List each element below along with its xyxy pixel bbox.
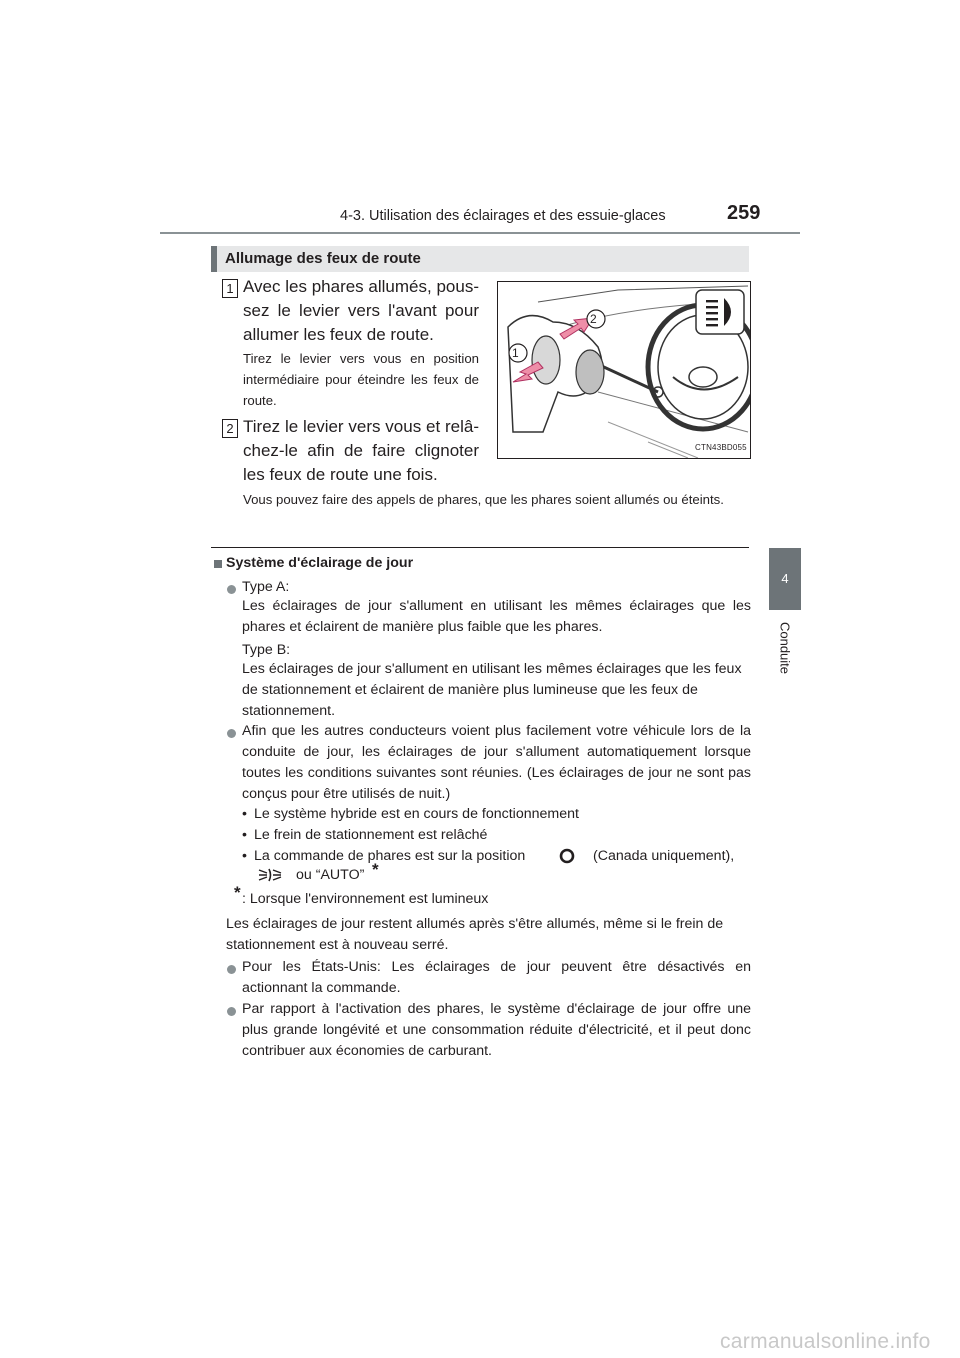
section-accent	[211, 246, 217, 272]
step-2-text: Tirez le levier vers vous et relâ-chez-le afin de faire clignoter les feux de route une fois.	[243, 417, 479, 484]
chapter-tab: 4	[769, 548, 801, 610]
typeB-text: Les éclairages de jour s'allument en utilisant les mêmes éclairages que les feux de stationnement et éclairent de manière plus lumineuse que les feux de stationnement.	[242, 661, 742, 719]
lever-illustration-drawing	[498, 282, 750, 458]
us-deactivation-note: Pour les États-Unis: Les éclairages de jour peuvent être désactivés en actionnant la commande.	[242, 959, 751, 996]
condition-bullet: •	[242, 806, 247, 822]
section-header-title: 4-3. Utilisation des éclairages et des essuie-glaces	[340, 208, 666, 224]
parking-lights-icon	[556, 846, 578, 866]
section-title: Allumage des feux de route	[225, 250, 421, 267]
footnote-star: *	[372, 860, 379, 879]
footnote-text: : Lorsque l'environnement est lumineux	[242, 891, 489, 907]
footnote-star-2: *	[234, 883, 241, 902]
step-number-2: 2	[222, 419, 238, 438]
watermark: carmanualsonline.info	[720, 1330, 931, 1353]
step-2-note: Vous pouvez faire des appels de phares, que les phares soient allumés ou éteints.	[243, 492, 724, 507]
condition-3-part1: La commande de phares est sur la position	[254, 848, 526, 864]
headlight-icon	[256, 866, 284, 884]
header-rule	[160, 232, 800, 234]
callout-1: 1	[512, 346, 519, 360]
bullet-dot	[227, 965, 236, 974]
bullet-dot	[227, 1007, 236, 1016]
drl-heading: Système d'éclairage de jour	[226, 555, 414, 571]
condition-3-part2: (Canada uniquement),	[593, 848, 735, 864]
section-divider	[211, 547, 749, 548]
illustration-code: CTN43BD055	[695, 443, 747, 452]
chapter-label	[770, 618, 800, 678]
step-number-1: 1	[222, 279, 238, 298]
condition-2: Le frein de stationnement est relâché	[254, 827, 488, 843]
drl-benefits-note: Par rapport à l'activation des phares, le système d'éclairage de jour offre une plus grande longévité et une consommation réduite d'électricité, et il peut donc contribuer aux économies de carburant.	[242, 1001, 751, 1059]
drl-paragraph: Les éclairages de jour restent allumés après s'être allumés, même si le frein de stationnement est à nouveau serré.	[226, 916, 724, 953]
subhead-square	[214, 560, 222, 568]
condition-1: Le système hybride est en cours de fonctionnement	[254, 806, 579, 822]
typeB-label: Type B:	[242, 642, 291, 658]
typeA-text: Les éclairages de jour s'allument en utilisant les mêmes éclairages que les phares et éclairent de manière plus faible que les phares.	[242, 598, 751, 635]
step-1-note: Tirez le levier vers vous en position intermédiaire pour éteindre les feux de route.	[243, 351, 479, 408]
condition-bullet: •	[242, 848, 247, 864]
condition-3-part3: ou “AUTO”	[296, 867, 365, 883]
drl-conditions-intro: Afin que les autres conducteurs voient plus facilement votre véhicule lors de la conduite de jour, les éclairages de jour s'allument automatiquement lorsque toutes les conditions suivantes sont réunies. (Les éclairages de jour ne sont pas conçus pour être utilisés de nuit.)	[242, 723, 751, 802]
section-title-bar	[211, 246, 749, 272]
chapter-label-text: Conduite	[777, 621, 793, 675]
callout-2: 2	[590, 312, 597, 326]
bullet-dot	[227, 585, 236, 594]
step-1-text: Avec les phares allumés, pous-sez le levier vers l'avant pour allumer les feux de route.	[243, 277, 479, 344]
lever-illustration	[497, 281, 751, 459]
condition-bullet: •	[242, 827, 247, 843]
bullet-dot	[227, 729, 236, 738]
typeA-label: Type A:	[242, 579, 290, 595]
page-number: 259	[727, 202, 761, 224]
